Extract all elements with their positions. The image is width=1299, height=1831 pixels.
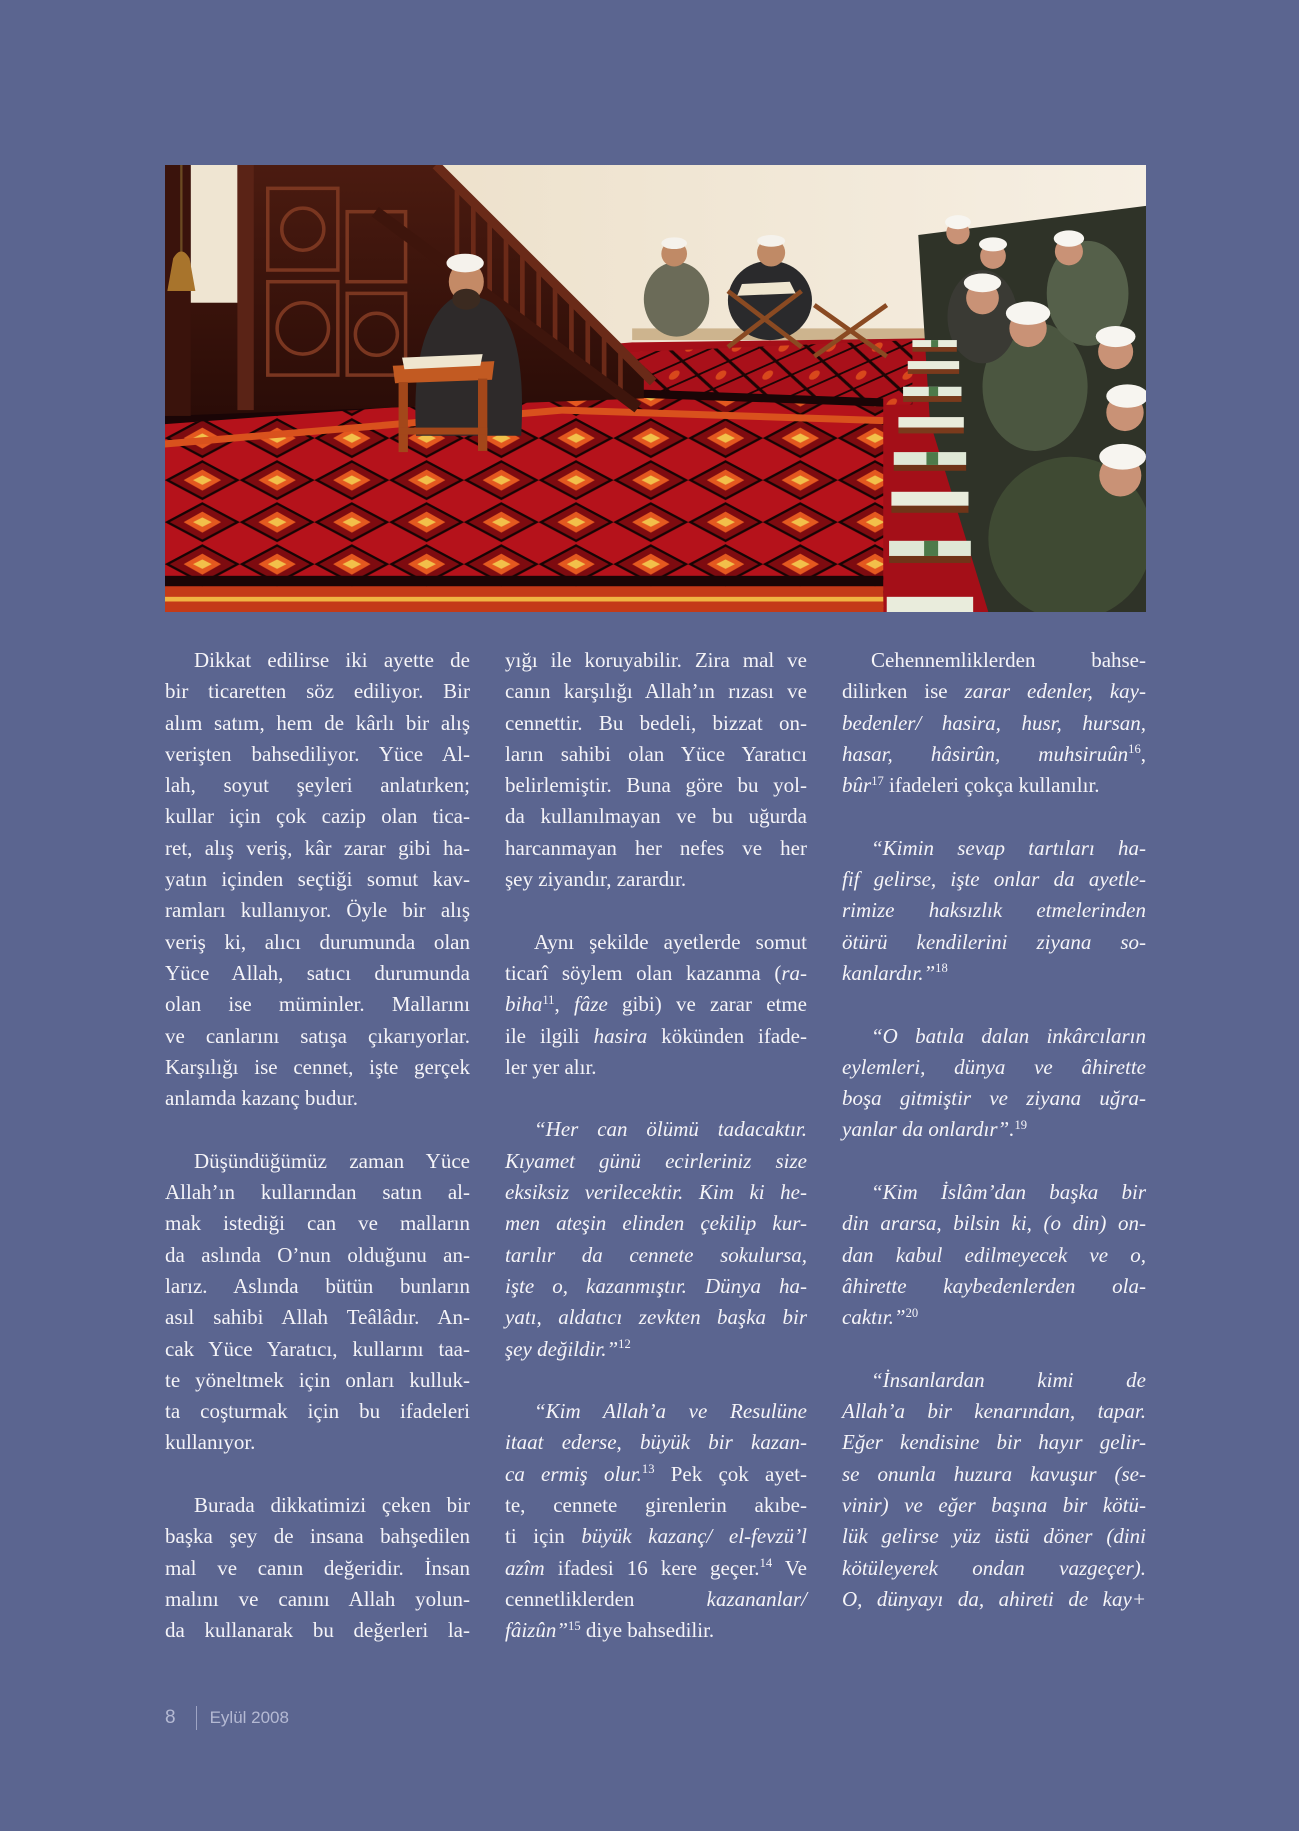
text-line: malını ve canını Allah yolun- <box>165 1586 470 1611</box>
text-line: Düşündüğümüz zaman Yüce <box>194 1148 470 1173</box>
text-line: Cehennemliklerden bahse- <box>871 648 1146 672</box>
italic-text: zarar edenler, kay- <box>964 679 1146 704</box>
text-line: larız. Aslında bütün bunların <box>165 1273 470 1298</box>
text-line <box>842 1208 1146 1239</box>
text-line <box>842 958 1146 989</box>
text-line: ret, alış veriş, kâr zarar gibi ha- <box>165 835 470 860</box>
text-line: ta coşturmak için bu ifadeleri <box>165 1399 470 1424</box>
italic-text: ra- <box>781 960 807 985</box>
text-line <box>505 1302 807 1333</box>
paragraph <box>165 645 470 1114</box>
text-line: da kullanılmayan ve bu uğurda <box>505 804 807 829</box>
text-line: mal ve canın değeridir. İnsan <box>165 1555 470 1580</box>
text-line: Aynı şekilde ayetlerde somut <box>534 929 807 954</box>
italic-text: “Kim İslâm’dan başka bir <box>871 1180 1146 1205</box>
paragraph <box>842 1177 1146 1333</box>
text-line: bir ticaretten söz ediliyor. Bir <box>165 679 470 704</box>
italic-text: itaat ederse, büyük bir kazan- <box>505 1430 807 1455</box>
text-line: ler yer alır. <box>505 1054 597 1079</box>
footnote-ref: 16 <box>1128 742 1141 757</box>
text-line <box>842 708 1146 739</box>
text-line: lah, soyut şeyleri anlatırken; <box>165 773 470 798</box>
text-line: yatın içinden seçtiği somut kav- <box>165 867 470 892</box>
italic-text: boşa gitmiştir ve ziyana uğra- <box>842 1086 1146 1111</box>
text-line: cak Yüce Yaratıcı, kullarını taa- <box>165 1336 470 1361</box>
text-run: gibi) ve zarar etme <box>607 992 808 1017</box>
italic-text: O, dünyayı da, ahireti de kay+ <box>842 1586 1146 1611</box>
italic-text: se onunla huzura kavuşur (se- <box>842 1461 1146 1486</box>
text-line <box>505 1521 807 1552</box>
italic-text: işte o, kazanmıştır. Dünya ha- <box>505 1273 807 1298</box>
text-line <box>505 958 807 989</box>
text-line <box>505 989 807 1020</box>
text-line <box>842 676 1146 707</box>
footnote-ref: 14 <box>759 1556 773 1571</box>
text-line <box>842 1396 1146 1427</box>
italic-text: bûr <box>842 773 872 798</box>
italic-text: caktır.” <box>842 1305 906 1330</box>
text-line <box>842 1114 1146 1145</box>
paragraph <box>505 1396 807 1646</box>
italic-text: fâizûn” <box>505 1618 569 1643</box>
text-line <box>842 1553 1146 1584</box>
italic-text: dan kabul edilmeyecek ve o, <box>842 1242 1146 1267</box>
text-line: olan ise müminler. Mallarını <box>165 992 470 1017</box>
text-line <box>505 1146 807 1177</box>
italic-text: eylemleri, dünya ve âhirette <box>842 1054 1146 1079</box>
italic-text: bedenler/ hasira, husr, hursan, <box>842 710 1146 735</box>
paragraph <box>165 1146 470 1459</box>
italic-text: din ararsa, bilsin ki, (o din) on- <box>842 1211 1146 1236</box>
text-line <box>505 1615 807 1646</box>
text-run: ti için <box>505 1524 582 1549</box>
mosque-interior-illustration <box>165 165 1146 612</box>
text-line <box>505 1334 807 1365</box>
footnote-ref: 13 <box>641 1462 655 1477</box>
footnote-ref: 12 <box>618 1336 631 1351</box>
text-line: ların sahibi olan Yüce Yaratıcı <box>505 741 807 766</box>
italic-text: “Her can ölümü tadacaktır. <box>534 1117 807 1142</box>
text-run: , <box>1140 741 1146 766</box>
text-line <box>505 1396 807 1427</box>
text-line: alım satım, hem de kârlı bir alış <box>165 710 470 735</box>
italic-text: fâze <box>573 992 608 1017</box>
mosque-photo <box>165 165 1146 612</box>
paragraph <box>505 645 807 895</box>
italic-text: ötürü kendilerini ziyana so- <box>842 929 1146 954</box>
italic-text: “O batıla dalan inkârcıların <box>871 1023 1146 1048</box>
italic-text: rimize haksızlık etmelerinden <box>842 898 1146 923</box>
italic-text: hasar, hâsirûn, muhsiruûn <box>842 741 1129 766</box>
text-line: Allah’ın kullarından satın al- <box>165 1180 470 1205</box>
text-run: ticarî söylem olan kazanma ( <box>505 960 782 985</box>
footer <box>165 1705 289 1731</box>
issue-date: Eylül 2008 <box>209 1708 289 1727</box>
text-line: ramları kullanıyor. Öyle bir alış <box>165 898 470 923</box>
text-line <box>842 1021 1146 1052</box>
column-1 <box>165 645 470 1647</box>
text-line <box>842 770 1146 801</box>
text-line: yığı ile koruyabilir. Zira mal ve <box>505 648 807 672</box>
text-line <box>842 833 1146 864</box>
text-line: asıl sahibi Allah Teâlâdır. An- <box>165 1305 470 1330</box>
text-line: canın karşılığı Allah’ın rızası ve <box>505 679 807 704</box>
text-line: verişten bahsediliyor. Yüce Al- <box>165 741 470 766</box>
text-line <box>842 1052 1146 1083</box>
text-line <box>842 864 1146 895</box>
italic-text: Eğer kendisine bir hayır gelir- <box>842 1430 1146 1455</box>
text-line: Dikkat edilirse iki ayette de <box>194 648 470 672</box>
text-line <box>842 1584 1146 1615</box>
footer-divider <box>196 1706 197 1730</box>
text-line: harcanmayan her nefes ve her <box>505 835 807 860</box>
italic-text: şey değildir.” <box>505 1336 619 1361</box>
text-line: da aslında O’nun olduğunu an- <box>165 1242 470 1267</box>
footnote-ref: 19 <box>1014 1117 1028 1132</box>
text-run: kökünden ifade- <box>647 1023 807 1048</box>
text-run: diye bahsedilir. <box>580 1618 715 1643</box>
italic-text: kanlardır.” <box>842 960 936 985</box>
text-line: ve canlarını satışa çıkarıyorlar. <box>165 1023 470 1048</box>
text-line: belirlemiştir. Buna göre bu yol- <box>505 773 807 798</box>
footnote-ref: 18 <box>935 961 948 976</box>
text-line: veriş ki, alıcı durumunda olan <box>165 929 470 954</box>
italic-text: ca ermiş olur. <box>505 1461 642 1486</box>
italic-text: Allah’a bir kenarından, tapar. <box>842 1399 1146 1424</box>
text-line: Yüce Allah, satıcı durumunda <box>165 960 470 985</box>
text-line <box>842 1240 1146 1271</box>
text-line: te, cennete girenlerin akıbe- <box>505 1493 807 1518</box>
text-run: ifadeleri çokça kullanılır. <box>883 773 1100 798</box>
italic-text: azîm <box>505 1555 545 1580</box>
text-line <box>842 1083 1146 1114</box>
text-line <box>842 1490 1146 1521</box>
column-2 <box>505 645 807 1647</box>
italic-text: fif gelirse, işte onlar da ayetle- <box>842 867 1146 892</box>
italic-text: eksiksiz verilecektir. Kim ki he- <box>505 1180 807 1205</box>
text-line: kullanıyor. <box>165 1430 256 1455</box>
paragraph <box>842 833 1146 989</box>
text-run: ifadesi 16 kere geçer. <box>544 1555 760 1580</box>
paragraph <box>505 927 807 1083</box>
text-line <box>505 1553 807 1584</box>
text-line <box>505 1584 807 1615</box>
text-line <box>505 1459 807 1490</box>
italic-text: kötüleyerek ondan vazgeçer). <box>842 1555 1146 1580</box>
text-line <box>505 1208 807 1239</box>
italic-text: “Kim Allah’a ve Resulüne <box>534 1399 807 1424</box>
text-line: cennettir. Bu bedeli, bizzat on- <box>505 710 807 735</box>
text-run: Pek çok ayet- <box>654 1461 807 1486</box>
italic-text: “Kimin sevap tartıları ha- <box>871 835 1146 860</box>
text-line <box>505 1177 807 1208</box>
italic-text: Kıyamet günü ecirleriniz size <box>505 1148 807 1173</box>
italic-text: men ateşin elinden çekilip kur- <box>505 1211 807 1236</box>
italic-text: âhirette kaybedenlerden ola- <box>842 1273 1146 1298</box>
italic-text: yatı, aldatıcı zevkten başka bir <box>505 1305 807 1330</box>
italic-text: “İnsanlardan kimi de <box>871 1367 1146 1392</box>
text-line <box>842 1271 1146 1302</box>
paragraph <box>842 1021 1146 1146</box>
text-line <box>505 1021 807 1052</box>
italic-text: yanlar da onlardır”. <box>842 1117 1015 1142</box>
italic-text: vinir) ve eğer başına bir kötü- <box>842 1493 1146 1518</box>
text-run: , <box>554 992 574 1017</box>
footnote-ref: 17 <box>871 773 884 788</box>
italic-text: kazananlar/ <box>706 1586 807 1611</box>
text-run: Ve <box>772 1555 807 1580</box>
text-line <box>842 1302 1146 1333</box>
text-run: cennetliklerden <box>505 1586 707 1611</box>
text-line <box>842 739 1146 770</box>
text-line <box>842 1427 1146 1458</box>
paragraph <box>165 1490 470 1646</box>
text-line <box>842 895 1146 926</box>
footnote-ref: 11 <box>542 992 555 1007</box>
text-line: Burada dikkatimizi çeken bir <box>194 1493 470 1518</box>
text-line <box>842 1521 1146 1552</box>
text-line <box>505 1427 807 1458</box>
text-line <box>842 1459 1146 1490</box>
paragraph <box>842 1365 1146 1615</box>
text-line: Karşılığı ise cennet, işte gerçek <box>165 1054 470 1079</box>
text-line: anlamda kazanç budur. <box>165 1086 358 1111</box>
text-line: kullar için çok cazip olan tica- <box>165 804 470 829</box>
text-line <box>842 1177 1146 1208</box>
text-line: mak istediği can ve malların <box>165 1211 470 1236</box>
text-line: başka şey de insana bahşedilen <box>165 1524 470 1549</box>
text-line <box>505 1240 807 1271</box>
column-3 <box>842 645 1146 1615</box>
text-line <box>505 1271 807 1302</box>
italic-text: büyük kazanç/ el-fevzü’l <box>581 1524 807 1549</box>
text-line <box>505 1114 807 1145</box>
page-number: 8 <box>165 1707 176 1728</box>
text-line: da kullanarak bu değerleri la- <box>165 1618 470 1643</box>
italic-text: hasira <box>593 1023 648 1048</box>
text-run: ile ilgili <box>505 1023 594 1048</box>
paragraph <box>842 645 1146 801</box>
italic-text: tarılır da cennete sokulursa, <box>505 1242 807 1267</box>
paragraph <box>505 1114 807 1364</box>
text-line: te yöneltmek için onları kulluk- <box>165 1367 470 1392</box>
text-line: şey ziyandır, zarardır. <box>505 867 687 892</box>
text-line <box>842 927 1146 958</box>
italic-text: biha <box>505 992 543 1017</box>
text-line <box>842 1365 1146 1396</box>
text-run: dilirken ise <box>842 679 965 704</box>
italic-text: lük gelirse yüz üstü döner (dini <box>842 1524 1146 1549</box>
footnote-ref: 20 <box>905 1305 919 1320</box>
footnote-ref: 15 <box>568 1618 581 1633</box>
